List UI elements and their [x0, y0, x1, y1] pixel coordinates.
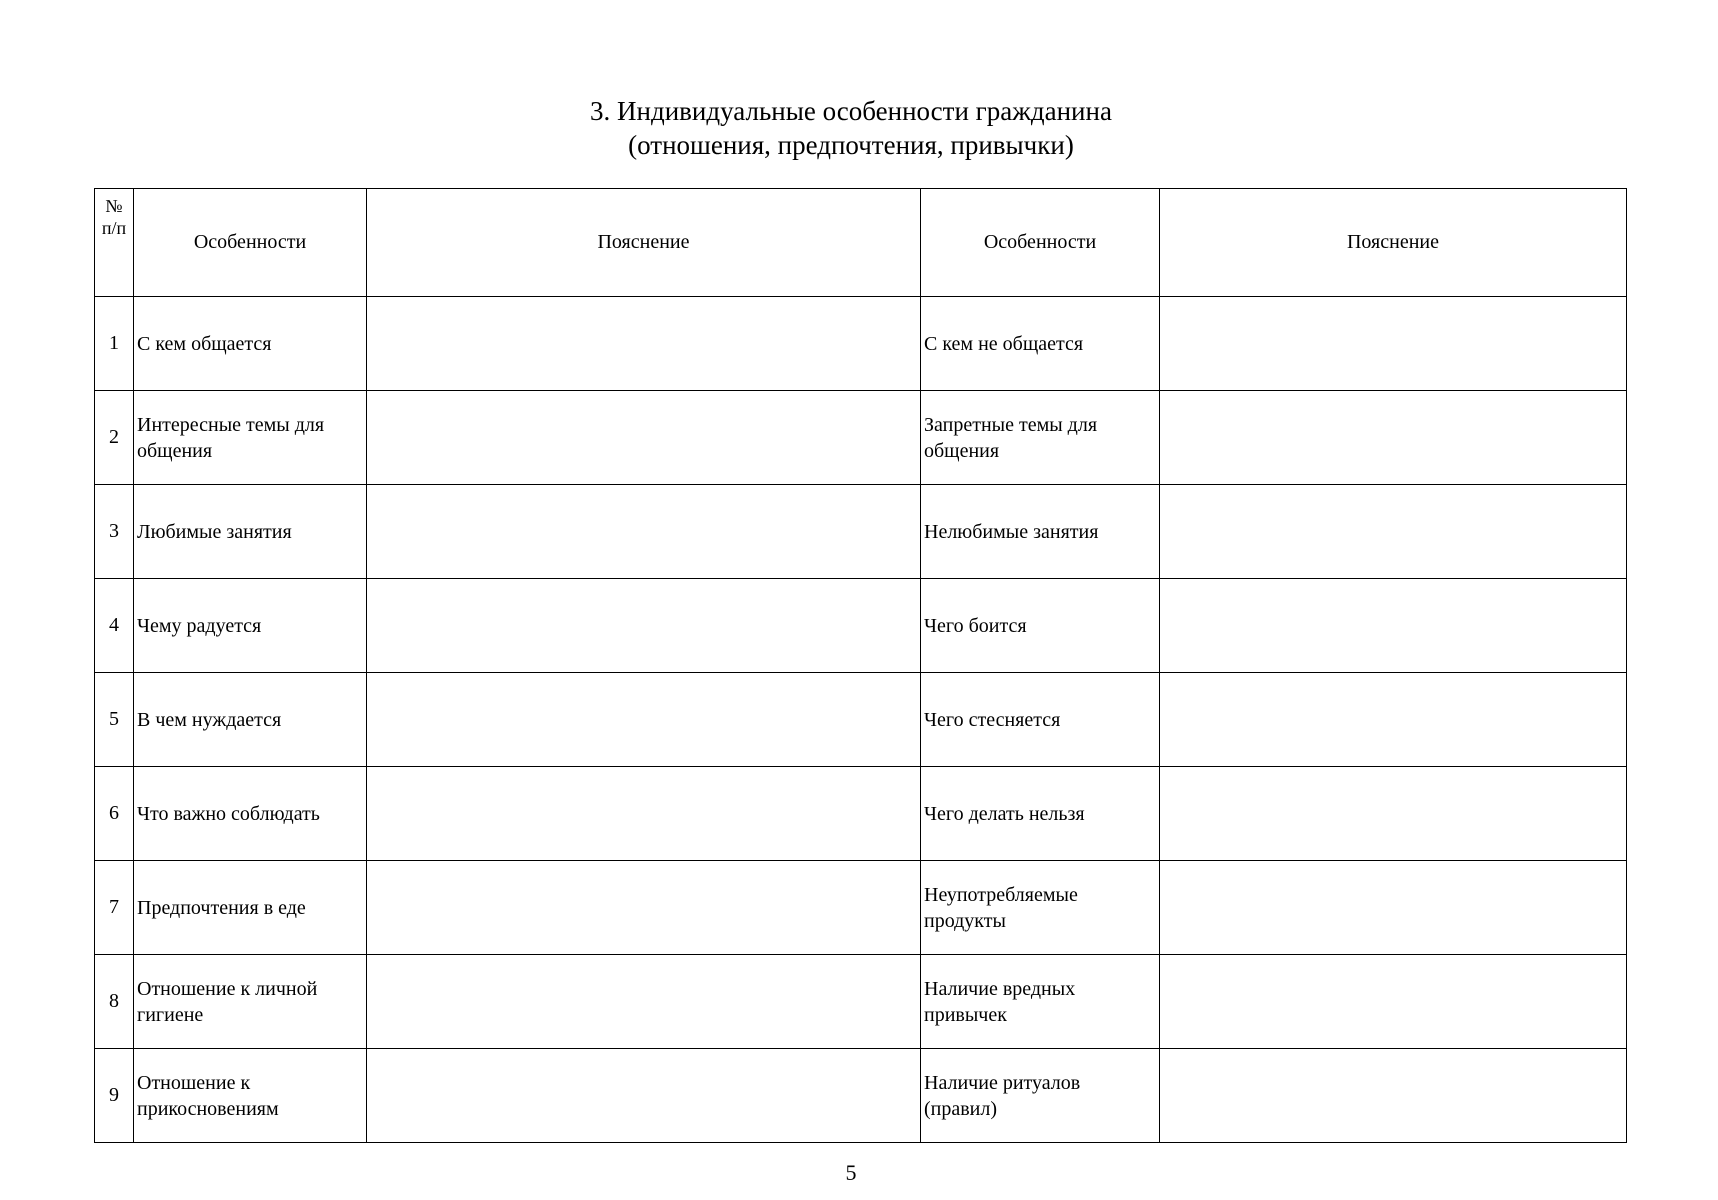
feature-right: Чего стесняется: [921, 673, 1160, 767]
header-number: № п/п: [95, 189, 134, 297]
explanation-left-field[interactable]: [367, 767, 921, 861]
page-number: 5: [845, 1160, 857, 1185]
header-explanation-right: Пояснение: [1160, 189, 1627, 297]
feature-left: Отношение к личной гигиене: [134, 955, 367, 1049]
explanation-left-field[interactable]: [367, 391, 921, 485]
table-row: [95, 297, 1627, 391]
feature-left: Любимые занятия: [134, 485, 367, 579]
explanation-right-field[interactable]: [1160, 391, 1627, 485]
row-number: 8: [95, 955, 134, 1049]
explanation-left-field[interactable]: [367, 955, 921, 1049]
explanation-left-field[interactable]: [367, 861, 921, 955]
explanation-right-field[interactable]: [1160, 297, 1627, 391]
explanation-right-field[interactable]: [1160, 485, 1627, 579]
explanation-left-field[interactable]: [367, 673, 921, 767]
explanation-left-field[interactable]: [367, 297, 921, 391]
explanation-right-field[interactable]: [1160, 861, 1627, 955]
row-number: 5: [95, 673, 134, 767]
feature-right: Неупотребляемые продукты: [921, 861, 1160, 955]
explanation-right-field[interactable]: [1160, 767, 1627, 861]
row-number: 7: [95, 861, 134, 955]
table-row: [95, 861, 1627, 955]
feature-left: Чему радуется: [134, 579, 367, 673]
feature-left: Интересные темы для общения: [134, 391, 367, 485]
feature-right: Запретные темы для общения: [921, 391, 1160, 485]
feature-left: С кем общается: [134, 297, 367, 391]
header-explanation-left: Пояснение: [367, 189, 921, 297]
feature-right: Наличие ритуалов (правил): [921, 1049, 1160, 1143]
feature-right: Наличие вредных привычек: [921, 955, 1160, 1049]
row-number: 2: [95, 391, 134, 485]
feature-left: Предпочтения в еде: [134, 861, 367, 955]
row-number: 9: [95, 1049, 134, 1143]
table-row: [95, 1049, 1627, 1143]
table-header-row: [95, 189, 1627, 297]
feature-right: Чего боится: [921, 579, 1160, 673]
explanation-right-field[interactable]: [1160, 673, 1627, 767]
feature-left: Отношение к прикосновениям: [134, 1049, 367, 1143]
table-row: [95, 767, 1627, 861]
table-row: [95, 485, 1627, 579]
table-row: [95, 955, 1627, 1049]
page-title: [0, 94, 1702, 162]
explanation-left-field[interactable]: [367, 579, 921, 673]
title-line-2: (отношения, предпочтения, привычки): [628, 130, 1074, 160]
row-number: 3: [95, 485, 134, 579]
feature-right: Нелюбимые занятия: [921, 485, 1160, 579]
header-feature-right: Особенности: [921, 189, 1160, 297]
feature-right: Чего делать нельзя: [921, 767, 1160, 861]
table-row: [95, 579, 1627, 673]
table-row: [95, 673, 1627, 767]
explanation-right-field[interactable]: [1160, 579, 1627, 673]
features-table: [94, 188, 1627, 1143]
table-body: [95, 297, 1627, 1143]
row-number: 1: [95, 297, 134, 391]
feature-left: Что важно соблюдать: [134, 767, 367, 861]
feature-right: С кем не общается: [921, 297, 1160, 391]
table-row: [95, 391, 1627, 485]
title-line-1: 3. Индивидуальные особенности гражданина: [590, 96, 1112, 126]
explanation-left-field[interactable]: [367, 485, 921, 579]
row-number: 4: [95, 579, 134, 673]
explanation-right-field[interactable]: [1160, 1049, 1627, 1143]
header-feature-left: Особенности: [134, 189, 367, 297]
explanation-right-field[interactable]: [1160, 955, 1627, 1049]
explanation-left-field[interactable]: [367, 1049, 921, 1143]
row-number: 6: [95, 767, 134, 861]
feature-left: В чем нуждается: [134, 673, 367, 767]
